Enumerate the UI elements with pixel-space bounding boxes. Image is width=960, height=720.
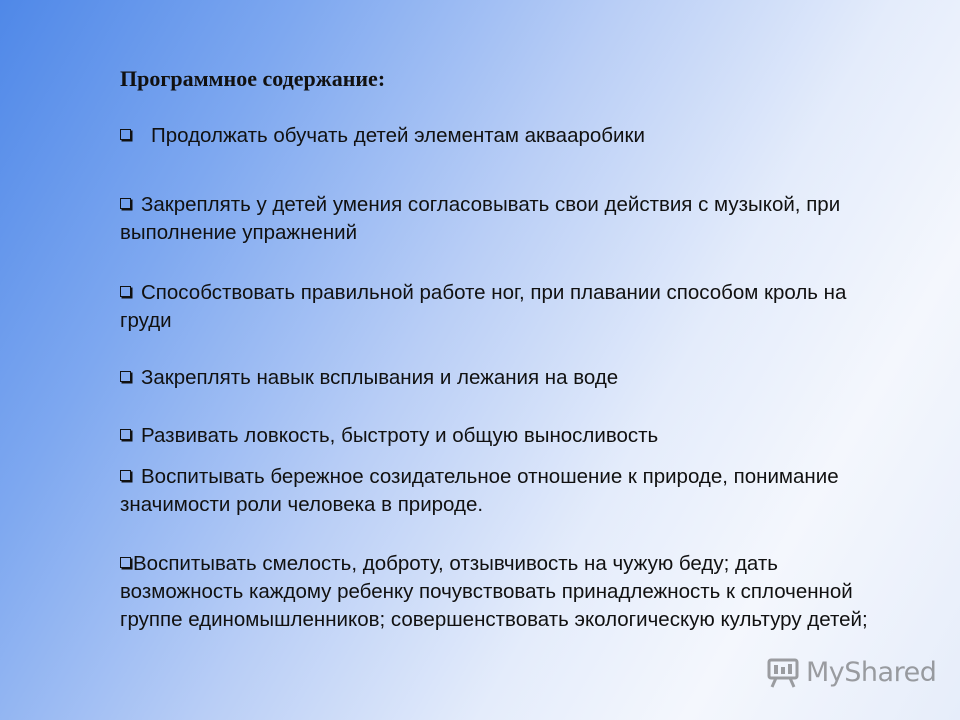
slide-title: Программное содержание: [120,66,386,91]
list-item-text: Закреплять навык всплывания и лежания на воде [141,366,619,389]
list-item [120,122,890,150]
list-item-text: Воспитывать смелость, доброту, отзывчивость на чужую беду; дать возможность каждому ребенку почувствовать принадлежность к сплоченной группе единомышленников; совершенствовать экологическую культуру детей; [120,552,868,631]
checkbox-bullet-icon [120,557,131,568]
list-item-text: Способствовать правильной работе ног, при плавании способом кроль на груди [120,281,847,332]
checkbox-bullet-icon [120,371,131,382]
list-item [120,550,890,634]
list-item [120,191,890,247]
presentation-board-icon [766,655,800,689]
watermark-text: MyShared [806,656,937,688]
list-item-text: Закреплять у детей умения согласовывать свои действия с музыкой, при выполнение упражнений [120,193,841,244]
list-item-text: Развивать ловкость, быстроту и общую выносливость [141,424,659,447]
list-item-text: Воспитывать бережное созидательное отношение к природе, понимание значимости роли человека в природе. [120,465,839,516]
list-item-text: Продолжать обучать детей элементам аквааробики [151,124,645,147]
list-item [120,463,890,519]
checkbox-bullet-icon [120,286,131,297]
checkbox-bullet-icon [120,129,131,140]
list-item [120,422,890,450]
list-item [120,279,890,335]
checkbox-bullet-icon [120,429,131,440]
checkbox-bullet-icon [120,470,131,481]
list-item [120,364,890,392]
checkbox-bullet-icon [120,198,131,209]
watermark-logo [766,655,936,689]
